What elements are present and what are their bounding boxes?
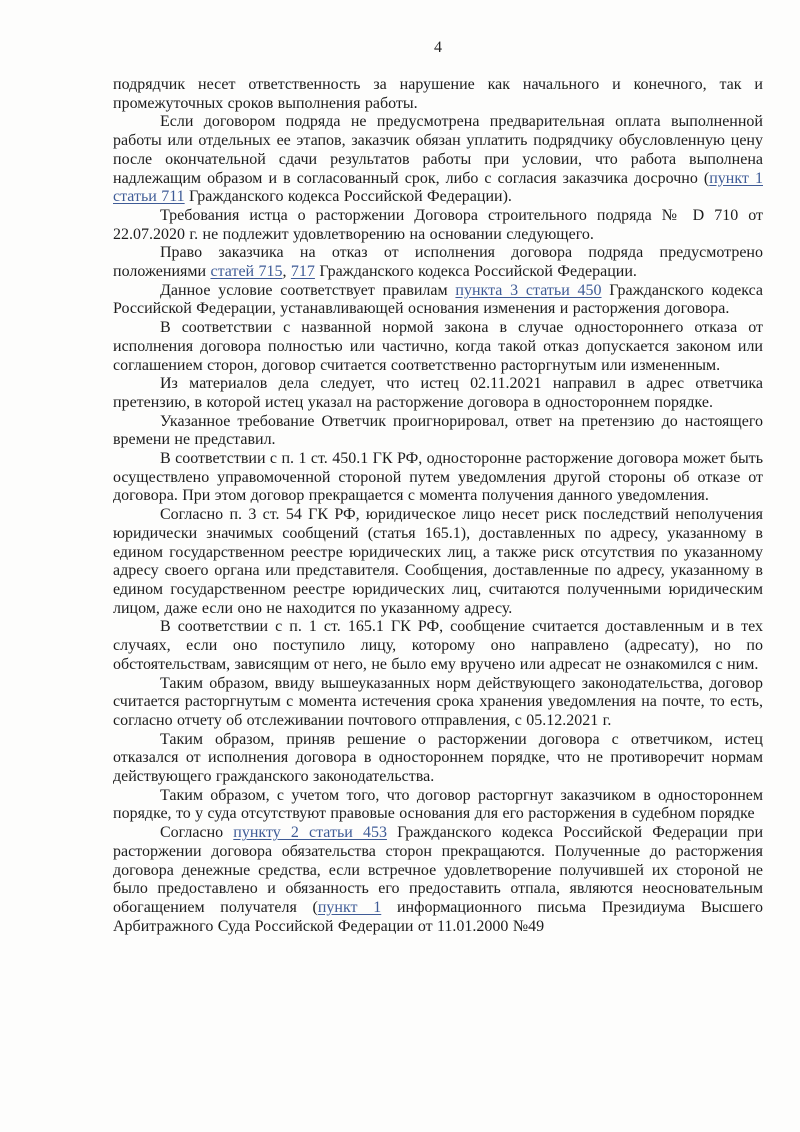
- text-run: Гражданского кодекса Российской Федерации при расторжении договора обязательства сторон прекращаются. Полученные до расторжения договора денежные средства, если встречное удовлетворение получившей их стороной не было предоставлено и обязанность его предоставить отпала, являются неосновательным обогащением получателя (: [113, 824, 764, 916]
- text-run: Право заказчика на отказ от исполнения договора подряда предусмотрено положениями: [113, 244, 763, 281]
- statute-link[interactable]: пункт 1 статьи 711: [113, 169, 763, 206]
- text-run: Таким образом, с учетом того, что договор расторгнут заказчиком в одностороннем порядке, то у суда отсутствуют правовые основания для его расторжения в судебном порядке: [113, 786, 763, 823]
- text-run: Гражданского кодекса Российской Федерации, устанавливающей основания изменения и расторжения договора.: [113, 281, 764, 318]
- statute-link[interactable]: пункту 2 статьи 453: [233, 824, 387, 842]
- text-run: Гражданского кодекса Российской Федерации).: [184, 188, 512, 206]
- paragraph: [113, 824, 763, 936]
- paragraph: [113, 618, 763, 674]
- text-run: В соответствии с названной нормой закона в случае одностороннего отказа от исполнения договора полностью или частично, когда такой отказ допускается законом или соглашением сторон, договор считается соответственно расторгнутым или измененным.: [113, 319, 763, 374]
- text-run: Требования истца о расторжении Договора строительного подряда № D 710 от 22.07.2020 г. не подлежит удовлетворению на основании следующего.: [113, 206, 763, 243]
- text-run: В соответствии с п. 1 ст. 450.1 ГК РФ, односторонне расторжение договора может быть осуществлено управомоченной стороной путем уведомления другой стороны об отказе от договора. При этом договор прекращается с момента получения данного уведомления.: [113, 450, 763, 505]
- statute-link[interactable]: статей 715: [210, 263, 283, 281]
- text-run: Таким образом, приняв решение о расторжении договора с ответчиком, истец отказался от исполнения договора в одностороннем порядке, что не противоречит нормам действующего гражданского законодательства.: [113, 730, 763, 786]
- paragraph: [113, 207, 763, 244]
- paragraph: [113, 787, 763, 824]
- paragraph: [113, 506, 763, 618]
- text-run: Если договором подряда не предусмотрена предварительная оплата выполненной работы или отдельных ее этапов, заказчик обязан уплатить подрядчику обусловленную цену после окончательной сдачи результатов работы при условии, что работа выполнена надлежащим образом и в согласованный срок, либо с согласия заказчика досрочно (: [113, 113, 763, 187]
- paragraph: [113, 731, 763, 787]
- text-run: ,: [282, 263, 291, 281]
- text-run: Данное условие соответствует правилам: [160, 281, 456, 299]
- text-run: Из материалов дела следует, что истец 02.11.2021 направил в адрес ответчика претензию, в которой истец указал на расторжение договора в одностороннем порядке.: [113, 375, 763, 411]
- paragraph: [113, 450, 763, 506]
- text-run: подрядчик несет ответственность за нарушение как начального и конечного, так и промежуточных сроков выполнения работы.: [113, 76, 763, 112]
- document-body: [113, 76, 763, 936]
- text-run: Согласно: [160, 824, 234, 842]
- page-number: 4: [434, 39, 442, 56]
- text-run: В соответствии с п. 1 ст. 165.1 ГК РФ, сообщение считается доставленным и в тех случаях, если оно поступило лицу, которому оно направлено (адресату), но по обстоятельствам, зависящим от него, не было ему вручено или адресат не ознакомился с ним.: [113, 618, 763, 673]
- text-run: Таким образом, ввиду вышеуказанных норм действующего законодательства, договор считается расторгнутым с момента истечения срока хранения уведомления на почте, то есть, согласно отчету об отслеживании почтового отправления, с 05.12.2021 г.: [113, 674, 763, 729]
- statute-link[interactable]: 717: [290, 263, 315, 281]
- statute-link[interactable]: пункт 1: [317, 898, 382, 916]
- paragraph: [113, 113, 763, 207]
- paragraph: [113, 319, 763, 375]
- paragraph: [113, 76, 763, 113]
- paragraph: [113, 675, 763, 731]
- text-run: Указанное требование Ответчик проигнорировал, ответ на претензию до настоящего времени не представил.: [113, 412, 763, 449]
- statute-link[interactable]: пункта 3 статьи 450: [455, 281, 602, 299]
- text-run: Гражданского кодекса Российской Федерации.: [314, 263, 637, 281]
- paragraph: [113, 244, 763, 281]
- text-run: информационного письма Президиума Высшего Арбитражного Суда Российской Федерации от 11.01.2000 №49: [113, 898, 763, 935]
- paragraph: [113, 375, 763, 412]
- paragraph: [113, 282, 763, 319]
- paragraph: [113, 413, 763, 450]
- text-run: Согласно п. 3 ст. 54 ГК РФ, юридическое лицо несет риск последствий неполучения юридически значимых сообщений (статья 165.1), доставленных по адресу, указанному в едином государственном реестре юридических лиц, а также риск отсутствия по указанному адресу своего органа или представителя. Сообщения, доставленные по адресу, указанному в едином государственном реестре юридических лиц, считаются полученными юридическим лицом, даже если оно не находится по указанному адресу.: [113, 506, 763, 617]
